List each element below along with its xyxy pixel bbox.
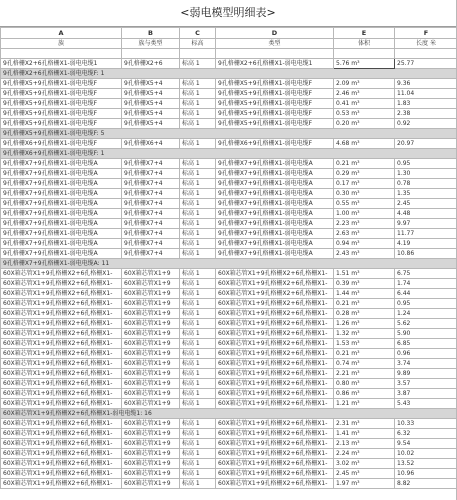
table-row	[1, 229, 457, 239]
cell-volume[interactable]: 0.21 m³	[334, 159, 395, 169]
table-row	[1, 79, 457, 89]
cell-family-type[interactable]: 60X箱芯管X1+9	[122, 379, 180, 389]
cell-type[interactable]: 60X箱芯管X1+9孔格栅X2+6孔格栅X1-	[216, 289, 334, 299]
cell-type[interactable]: 9孔格栅X2+6孔格栅X1-弱电电缆1	[216, 59, 334, 69]
table-row	[1, 449, 457, 459]
table-row	[1, 319, 457, 329]
table-row	[1, 299, 457, 309]
cell-length[interactable]: 9.89	[395, 369, 457, 379]
cell-length[interactable]: 3.57	[395, 379, 457, 389]
cell-level[interactable]: 标高 1	[180, 169, 216, 179]
cell-length[interactable]: 1.83	[395, 99, 457, 109]
column-letter-c[interactable]: C	[180, 28, 216, 39]
table-row	[1, 429, 457, 439]
cell-volume[interactable]: 0.94 m³	[334, 239, 395, 249]
cell-family[interactable]: 60X箱芯管X1+9孔格栅X2+6孔格栅X1-	[1, 469, 122, 479]
cell-level[interactable]: 标高 1	[180, 379, 216, 389]
cell-volume[interactable]: 0.80 m³	[334, 379, 395, 389]
column-letter-d[interactable]: D	[216, 28, 334, 39]
cell-length[interactable]: 2.38	[395, 109, 457, 119]
cell-family-type[interactable]: 9孔格栅X7+4	[122, 199, 180, 209]
cell-type[interactable]: 60X箱芯管X1+9孔格栅X2+6孔格栅X1-	[216, 419, 334, 429]
cell-family[interactable]: 60X箱芯管X1+9孔格栅X2+6孔格栅X1-	[1, 349, 122, 359]
cell-family-type[interactable]: 9孔格栅X7+4	[122, 219, 180, 229]
cell-family[interactable]: 60X箱芯管X1+9孔格栅X2+6孔格栅X1-	[1, 449, 122, 459]
cell-length[interactable]: 2.45	[395, 199, 457, 209]
cell-level[interactable]: 标高 1	[180, 329, 216, 339]
header-volume[interactable]: 体积	[334, 39, 395, 49]
table-row	[1, 139, 457, 149]
cell-family[interactable]: 9孔格栅X5+9孔格栅X1-弱电电缆F	[1, 79, 122, 89]
cell-family[interactable]: 9孔格栅X2+6孔格栅X1-弱电电缆1	[1, 59, 122, 69]
cell-family-type[interactable]: 60X箱芯管X1+9	[122, 459, 180, 469]
cell-level[interactable]: 标高 1	[180, 309, 216, 319]
cell-type[interactable]: 60X箱芯管X1+9孔格栅X2+6孔格栅X1-	[216, 399, 334, 409]
cell-family[interactable]: 9孔格栅X7+9孔格栅X1-弱电电缆A	[1, 199, 122, 209]
cell-family[interactable]: 60X箱芯管X1+9孔格栅X2+6孔格栅X1-	[1, 439, 122, 449]
cell-family-type[interactable]: 60X箱芯管X1+9	[122, 369, 180, 379]
cell-family[interactable]: 9孔格栅X5+9孔格栅X1-弱电电缆F	[1, 99, 122, 109]
cell-family[interactable]: 9孔格栅X7+9孔格栅X1-弱电电缆A	[1, 209, 122, 219]
table-row	[1, 199, 457, 209]
cell-volume[interactable]: 1.32 m³	[334, 329, 395, 339]
cell-length[interactable]: 20.97	[395, 139, 457, 149]
cell-volume[interactable]: 0.39 m³	[334, 279, 395, 289]
column-letter-b[interactable]: B	[122, 28, 180, 39]
cell-length[interactable]: 9.54	[395, 439, 457, 449]
cell-volume[interactable]: 0.17 m³	[334, 179, 395, 189]
cell-family[interactable]: 60X箱芯管X1+9孔格栅X2+6孔格栅X1-	[1, 459, 122, 469]
cell-length[interactable]: 4.48	[395, 209, 457, 219]
cell-family-type[interactable]: 9孔格栅X7+4	[122, 189, 180, 199]
cell-family[interactable]: 9孔格栅X7+9孔格栅X1-弱电电缆A	[1, 229, 122, 239]
cell-type[interactable]: 9孔格栅X7+9孔格栅X1-弱电电缆A	[216, 199, 334, 209]
table-row	[1, 369, 457, 379]
cell-type[interactable]: 60X箱芯管X1+9孔格栅X2+6孔格栅X1-	[216, 449, 334, 459]
cell-volume[interactable]: 1.51 m³	[334, 269, 395, 279]
cell-type[interactable]: 9孔格栅X7+9孔格栅X1-弱电电缆A	[216, 189, 334, 199]
table-row	[1, 419, 457, 429]
group-header-row	[1, 149, 457, 159]
cell-volume[interactable]: 1.53 m³	[334, 339, 395, 349]
cell-volume[interactable]: 2.09 m³	[334, 79, 395, 89]
cell-length[interactable]: 9.36	[395, 79, 457, 89]
table-row	[1, 289, 457, 299]
cell-family-type[interactable]: 9孔格栅X6+4	[122, 139, 180, 149]
cell-length[interactable]: 25.77	[395, 59, 457, 69]
table-row	[1, 439, 457, 449]
table-row	[1, 249, 457, 259]
cell-family[interactable]: 9孔格栅X7+9孔格栅X1-弱电电缆A	[1, 249, 122, 259]
cell-volume[interactable]: 0.29 m³	[334, 169, 395, 179]
cell-family[interactable]: 60X箱芯管X1+9孔格栅X2+6孔格栅X1-	[1, 369, 122, 379]
cell-length[interactable]: 5.43	[395, 399, 457, 409]
cell-family[interactable]: 9孔格栅X5+9孔格栅X1-弱电电缆F	[1, 109, 122, 119]
cell-type[interactable]: 9孔格栅X5+9孔格栅X1-弱电电缆F	[216, 79, 334, 89]
cell-type[interactable]: 60X箱芯管X1+9孔格栅X2+6孔格栅X1-	[216, 379, 334, 389]
group-header-row	[1, 409, 457, 419]
cell-level[interactable]: 标高 1	[180, 239, 216, 249]
table-row	[1, 109, 457, 119]
table-row	[1, 239, 457, 249]
cell-type[interactable]: 60X箱芯管X1+9孔格栅X2+6孔格栅X1-	[216, 479, 334, 489]
table-row	[1, 169, 457, 179]
group-header-row	[1, 259, 457, 269]
cell-family-type[interactable]: 9孔格栅X5+4	[122, 119, 180, 129]
cell-type[interactable]: 60X箱芯管X1+9孔格栅X2+6孔格栅X1-	[216, 429, 334, 439]
cell-volume[interactable]: 2.23 m³	[334, 219, 395, 229]
cell-length[interactable]: 0.92	[395, 119, 457, 129]
cell-family[interactable]: 60X箱芯管X1+9孔格栅X2+6孔格栅X1-	[1, 379, 122, 389]
cell-length[interactable]: 9.97	[395, 219, 457, 229]
cell-level[interactable]: 标高 1	[180, 449, 216, 459]
cell-level[interactable]: 标高 1	[180, 459, 216, 469]
cell-volume[interactable]: 1.00 m³	[334, 209, 395, 219]
cell-length[interactable]: 1.24	[395, 309, 457, 319]
group-label[interactable]: 9孔格栅X2+6孔格栅X1-弱电电缆F: 1	[1, 69, 457, 79]
table-row	[1, 89, 457, 99]
cell-level[interactable]: 标高 1	[180, 99, 216, 109]
cell-family-type[interactable]: 9孔格栅X7+4	[122, 229, 180, 239]
cell-level[interactable]: 标高 1	[180, 219, 216, 229]
cell-type[interactable]: 60X箱芯管X1+9孔格栅X2+6孔格栅X1-	[216, 389, 334, 399]
table-row	[1, 479, 457, 489]
cell-family-type[interactable]: 9孔格栅X5+4	[122, 109, 180, 119]
cell-family-type[interactable]: 9孔格栅X7+4	[122, 179, 180, 189]
cell-length[interactable]: 6.44	[395, 289, 457, 299]
cell-volume[interactable]: 2.46 m³	[334, 89, 395, 99]
cell-volume[interactable]: 1.41 m³	[334, 429, 395, 439]
column-letter-f[interactable]: F	[395, 28, 457, 39]
cell-length[interactable]: 0.78	[395, 179, 457, 189]
cell-volume[interactable]: 2.21 m³	[334, 369, 395, 379]
cell-family-type[interactable]: 9孔格栅X5+4	[122, 89, 180, 99]
cell-family[interactable]: 60X箱芯管X1+9孔格栅X2+6孔格栅X1-	[1, 309, 122, 319]
cell-type[interactable]: 9孔格栅X7+9孔格栅X1-弱电电缆A	[216, 219, 334, 229]
table-row	[1, 379, 457, 389]
cell-family[interactable]: 9孔格栅X7+9孔格栅X1-弱电电缆A	[1, 159, 122, 169]
cell-family-type[interactable]: 60X箱芯管X1+9	[122, 429, 180, 439]
cell-family-type[interactable]: 60X箱芯管X1+9	[122, 469, 180, 479]
cell-level[interactable]: 标高 1	[180, 469, 216, 479]
cell-type[interactable]: 9孔格栅X5+9孔格栅X1-弱电电缆F	[216, 89, 334, 99]
cell-volume[interactable]: 0.74 m³	[334, 359, 395, 369]
cell-family-type[interactable]: 60X箱芯管X1+9	[122, 309, 180, 319]
cell-length[interactable]: 4.19	[395, 239, 457, 249]
table-row	[1, 459, 457, 469]
table-row	[1, 99, 457, 109]
table-row	[1, 329, 457, 339]
cell-type[interactable]: 60X箱芯管X1+9孔格栅X2+6孔格栅X1-	[216, 279, 334, 289]
cell-family[interactable]: 9孔格栅X7+9孔格栅X1-弱电电缆A	[1, 239, 122, 249]
cell-volume[interactable]: 4.68 m³	[334, 139, 395, 149]
cell-type[interactable]: 9孔格栅X6+9孔格栅X1-弱电电缆F	[216, 139, 334, 149]
cell-type[interactable]: 9孔格栅X5+9孔格栅X1-弱电电缆F	[216, 99, 334, 109]
cell-type[interactable]: 60X箱芯管X1+9孔格栅X2+6孔格栅X1-	[216, 339, 334, 349]
schedule-title: <弱电模型明细表>	[0, 0, 456, 27]
column-letter-a[interactable]: A	[1, 28, 122, 39]
blank-row	[1, 49, 457, 59]
cell-volume[interactable]: 0.21 m³	[334, 349, 395, 359]
cell-level[interactable]: 标高 1	[180, 389, 216, 399]
header-family[interactable]: 族	[1, 39, 122, 49]
cell-volume[interactable]: 1.26 m³	[334, 319, 395, 329]
column-letter-e[interactable]: E	[334, 28, 395, 39]
cell-level[interactable]: 标高 1	[180, 419, 216, 429]
cell-type[interactable]: 60X箱芯管X1+9孔格栅X2+6孔格栅X1-	[216, 299, 334, 309]
cell-level[interactable]: 标高 1	[180, 189, 216, 199]
cell-family[interactable]: 60X箱芯管X1+9孔格栅X2+6孔格栅X1-	[1, 269, 122, 279]
table-row	[1, 339, 457, 349]
cell-level[interactable]: 标高 1	[180, 159, 216, 169]
table-row	[1, 399, 457, 409]
cell-type[interactable]: 9孔格栅X7+9孔格栅X1-弱电电缆A	[216, 249, 334, 259]
cell-family-type[interactable]: 9孔格栅X7+4	[122, 209, 180, 219]
cell-length[interactable]: 11.77	[395, 229, 457, 239]
cell-level[interactable]: 标高 1	[180, 339, 216, 349]
cell-type[interactable]: 60X箱芯管X1+9孔格栅X2+6孔格栅X1-	[216, 359, 334, 369]
table-row	[1, 389, 457, 399]
cell-length[interactable]: 3.87	[395, 389, 457, 399]
table-row	[1, 59, 457, 69]
table-row	[1, 269, 457, 279]
group-label[interactable]: 9孔格栅X6+9孔格栅X1-弱电电缆F: 1	[1, 149, 457, 159]
cell-family-type[interactable]: 60X箱芯管X1+9	[122, 329, 180, 339]
cell-level[interactable]: 标高 1	[180, 59, 216, 69]
cell-family-type[interactable]: 60X箱芯管X1+9	[122, 439, 180, 449]
cell-family-type[interactable]: 60X箱芯管X1+9	[122, 269, 180, 279]
cell-length[interactable]: 6.32	[395, 429, 457, 439]
cell-type[interactable]: 9孔格栅X7+9孔格栅X1-弱电电缆A	[216, 229, 334, 239]
cell-length[interactable]: 10.86	[395, 249, 457, 259]
cell-level[interactable]: 标高 1	[180, 299, 216, 309]
cell-level[interactable]: 标高 1	[180, 119, 216, 129]
cell-type[interactable]: 60X箱芯管X1+9孔格栅X2+6孔格栅X1-	[216, 329, 334, 339]
cell-length[interactable]: 3.74	[395, 359, 457, 369]
cell-length[interactable]: 6.85	[395, 339, 457, 349]
cell-volume[interactable]: 2.43 m³	[334, 249, 395, 259]
cell-family[interactable]	[1, 49, 122, 59]
cell-volume[interactable]: 0.86 m³	[334, 389, 395, 399]
cell-type[interactable]: 9孔格栅X5+9孔格栅X1-弱电电缆F	[216, 119, 334, 129]
cell-family[interactable]: 60X箱芯管X1+9孔格栅X2+6孔格栅X1-	[1, 389, 122, 399]
cell-level[interactable]: 标高 1	[180, 319, 216, 329]
cell-length[interactable]: 1.30	[395, 169, 457, 179]
cell-type[interactable]: 60X箱芯管X1+9孔格栅X2+6孔格栅X1-	[216, 309, 334, 319]
group-label[interactable]: 9孔格栅X7+9孔格栅X1-弱电电缆A: 11	[1, 259, 457, 269]
cell-level[interactable]: 标高 1	[180, 79, 216, 89]
cell-type[interactable]: 9孔格栅X7+9孔格栅X1-弱电电缆A	[216, 239, 334, 249]
column-letter-row	[1, 28, 457, 39]
cell-type[interactable]: 60X箱芯管X1+9孔格栅X2+6孔格栅X1-	[216, 459, 334, 469]
cell-length[interactable]: 5.62	[395, 319, 457, 329]
cell-family-type[interactable]	[122, 49, 180, 59]
cell-family[interactable]: 60X箱芯管X1+9孔格栅X2+6孔格栅X1-	[1, 429, 122, 439]
cell-level[interactable]: 标高 1	[180, 209, 216, 219]
cell-level[interactable]: 标高 1	[180, 249, 216, 259]
cell-family[interactable]: 60X箱芯管X1+9孔格栅X2+6孔格栅X1-	[1, 419, 122, 429]
cell-length[interactable]: 8.82	[395, 479, 457, 489]
cell-level[interactable]: 标高 1	[180, 139, 216, 149]
cell-level[interactable]: 标高 1	[180, 399, 216, 409]
group-label[interactable]: 60X箱芯管X1+9孔格栅X2+6孔格栅X1-弱电电缆1: 16	[1, 409, 457, 419]
cell-family-type[interactable]: 9孔格栅X7+4	[122, 249, 180, 259]
cell-length[interactable]: 1.35	[395, 189, 457, 199]
cell-type[interactable]: 9孔格栅X7+9孔格栅X1-弱电电缆A	[216, 209, 334, 219]
header-family-and-type[interactable]: 族与类型	[122, 39, 180, 49]
cell-volume[interactable]: 1.44 m³	[334, 289, 395, 299]
cell-family[interactable]: 60X箱芯管X1+9孔格栅X2+6孔格栅X1-	[1, 319, 122, 329]
cell-length[interactable]: 0.95	[395, 159, 457, 169]
cell-family[interactable]: 9孔格栅X7+9孔格栅X1-弱电电缆A	[1, 169, 122, 179]
cell-length[interactable]: 1.74	[395, 279, 457, 289]
cell-level[interactable]: 标高 1	[180, 229, 216, 239]
table-row	[1, 159, 457, 169]
table-row	[1, 279, 457, 289]
cell-level[interactable]: 标高 1	[180, 109, 216, 119]
table-row	[1, 179, 457, 189]
group-label[interactable]: 9孔格栅X5+9孔格栅X1-弱电电缆F: 5	[1, 129, 457, 139]
cell-family-type[interactable]: 60X箱芯管X1+9	[122, 339, 180, 349]
cell-volume[interactable]	[334, 49, 395, 59]
table-row	[1, 219, 457, 229]
cell-length[interactable]: 10.02	[395, 449, 457, 459]
cell-volume[interactable]: 2.24 m³	[334, 449, 395, 459]
cell-length[interactable]: 5.90	[395, 329, 457, 339]
cell-volume[interactable]: 0.41 m³	[334, 99, 395, 109]
header-type[interactable]: 类型	[216, 39, 334, 49]
cell-type[interactable]: 9孔格栅X5+9孔格栅X1-弱电电缆F	[216, 109, 334, 119]
cell-family-type[interactable]: 60X箱芯管X1+9	[122, 449, 180, 459]
schedule-table	[0, 27, 457, 489]
cell-family[interactable]: 9孔格栅X7+9孔格栅X1-弱电电缆A	[1, 219, 122, 229]
cell-family-type[interactable]: 60X箱芯管X1+9	[122, 359, 180, 369]
table-row	[1, 469, 457, 479]
cell-family[interactable]: 9孔格栅X6+9孔格栅X1-弱电电缆F	[1, 139, 122, 149]
cell-type[interactable]: 60X箱芯管X1+9孔格栅X2+6孔格栅X1-	[216, 269, 334, 279]
cell-volume[interactable]: 5.76 m³	[334, 59, 395, 69]
header-length[interactable]: 长度 米	[395, 39, 457, 49]
cell-type[interactable]	[216, 49, 334, 59]
cell-type[interactable]: 60X箱芯管X1+9孔格栅X2+6孔格栅X1-	[216, 469, 334, 479]
cell-type[interactable]: 60X箱芯管X1+9孔格栅X2+6孔格栅X1-	[216, 319, 334, 329]
cell-family-type[interactable]: 60X箱芯管X1+9	[122, 419, 180, 429]
cell-family-type[interactable]: 60X箱芯管X1+9	[122, 279, 180, 289]
cell-level[interactable]: 标高 1	[180, 179, 216, 189]
cell-length[interactable]	[395, 49, 457, 59]
cell-family-type[interactable]: 60X箱芯管X1+9	[122, 399, 180, 409]
cell-type[interactable]: 60X箱芯管X1+9孔格栅X2+6孔格栅X1-	[216, 349, 334, 359]
cell-family-type[interactable]: 9孔格栅X2+6	[122, 59, 180, 69]
cell-family[interactable]: 9孔格栅X7+9孔格栅X1-弱电电缆A	[1, 179, 122, 189]
cell-type[interactable]: 9孔格栅X7+9孔格栅X1-弱电电缆A	[216, 159, 334, 169]
cell-level[interactable]: 标高 1	[180, 279, 216, 289]
cell-level[interactable]: 标高 1	[180, 269, 216, 279]
cell-level[interactable]: 标高 1	[180, 439, 216, 449]
cell-level[interactable]: 标高 1	[180, 199, 216, 209]
cell-length[interactable]: 6.75	[395, 269, 457, 279]
cell-volume[interactable]: 2.45 m³	[334, 469, 395, 479]
cell-family-type[interactable]: 60X箱芯管X1+9	[122, 319, 180, 329]
cell-family[interactable]: 60X箱芯管X1+9孔格栅X2+6孔格栅X1-	[1, 399, 122, 409]
cell-family[interactable]: 60X箱芯管X1+9孔格栅X2+6孔格栅X1-	[1, 289, 122, 299]
cell-volume[interactable]: 0.53 m³	[334, 109, 395, 119]
table-row	[1, 209, 457, 219]
cell-volume[interactable]: 0.28 m³	[334, 309, 395, 319]
cell-volume[interactable]: 3.02 m³	[334, 459, 395, 469]
cell-volume[interactable]: 0.55 m³	[334, 199, 395, 209]
table-row	[1, 309, 457, 319]
cell-type[interactable]: 60X箱芯管X1+9孔格栅X2+6孔格栅X1-	[216, 369, 334, 379]
table-row	[1, 359, 457, 369]
cell-family-type[interactable]: 60X箱芯管X1+9	[122, 289, 180, 299]
cell-volume[interactable]: 0.21 m³	[334, 299, 395, 309]
cell-level[interactable]	[180, 49, 216, 59]
table-row	[1, 119, 457, 129]
column-header-row	[1, 39, 457, 49]
cell-family-type[interactable]: 60X箱芯管X1+9	[122, 349, 180, 359]
cell-length[interactable]: 10.96	[395, 469, 457, 479]
cell-volume[interactable]: 2.31 m³	[334, 419, 395, 429]
cell-level[interactable]: 标高 1	[180, 359, 216, 369]
cell-length[interactable]: 10.33	[395, 419, 457, 429]
cell-family-type[interactable]: 9孔格栅X7+4	[122, 239, 180, 249]
cell-level[interactable]: 标高 1	[180, 479, 216, 489]
cell-level[interactable]: 标高 1	[180, 89, 216, 99]
cell-family[interactable]: 60X箱芯管X1+9孔格栅X2+6孔格栅X1-	[1, 479, 122, 489]
cell-volume[interactable]: 0.20 m³	[334, 119, 395, 129]
header-level[interactable]: 标高	[180, 39, 216, 49]
cell-family-type[interactable]: 9孔格栅X5+4	[122, 79, 180, 89]
cell-family[interactable]: 60X箱芯管X1+9孔格栅X2+6孔格栅X1-	[1, 359, 122, 369]
cell-volume[interactable]: 1.97 m³	[334, 479, 395, 489]
table-row	[1, 189, 457, 199]
cell-family[interactable]: 9孔格栅X5+9孔格栅X1-弱电电缆F	[1, 89, 122, 99]
cell-length[interactable]: 0.95	[395, 299, 457, 309]
cell-volume[interactable]: 1.21 m³	[334, 399, 395, 409]
cell-type[interactable]: 9孔格栅X7+9孔格栅X1-弱电电缆A	[216, 169, 334, 179]
table-row	[1, 349, 457, 359]
cell-family-type[interactable]: 9孔格栅X7+4	[122, 159, 180, 169]
cell-family-type[interactable]: 9孔格栅X5+4	[122, 99, 180, 109]
cell-length[interactable]: 13.52	[395, 459, 457, 469]
cell-level[interactable]: 标高 1	[180, 289, 216, 299]
cell-family[interactable]: 9孔格栅X7+9孔格栅X1-弱电电缆A	[1, 189, 122, 199]
cell-level[interactable]: 标高 1	[180, 369, 216, 379]
group-header-row	[1, 69, 457, 79]
cell-family[interactable]: 9孔格栅X5+9孔格栅X1-弱电电缆F	[1, 119, 122, 129]
cell-family[interactable]: 60X箱芯管X1+9孔格栅X2+6孔格栅X1-	[1, 339, 122, 349]
cell-volume[interactable]: 0.30 m³	[334, 189, 395, 199]
cell-family-type[interactable]: 60X箱芯管X1+9	[122, 299, 180, 309]
cell-family-type[interactable]: 9孔格栅X7+4	[122, 169, 180, 179]
group-header-row	[1, 129, 457, 139]
cell-volume[interactable]: 2.63 m³	[334, 229, 395, 239]
cell-family-type[interactable]: 60X箱芯管X1+9	[122, 389, 180, 399]
cell-family[interactable]: 60X箱芯管X1+9孔格栅X2+6孔格栅X1-	[1, 299, 122, 309]
cell-type[interactable]: 60X箱芯管X1+9孔格栅X2+6孔格栅X1-	[216, 439, 334, 449]
cell-family-type[interactable]: 60X箱芯管X1+9	[122, 479, 180, 489]
cell-level[interactable]: 标高 1	[180, 429, 216, 439]
cell-length[interactable]: 0.96	[395, 349, 457, 359]
cell-family[interactable]: 60X箱芯管X1+9孔格栅X2+6孔格栅X1-	[1, 279, 122, 289]
cell-type[interactable]: 9孔格栅X7+9孔格栅X1-弱电电缆A	[216, 179, 334, 189]
cell-volume[interactable]: 2.13 m³	[334, 439, 395, 449]
cell-level[interactable]: 标高 1	[180, 349, 216, 359]
cell-family[interactable]: 60X箱芯管X1+9孔格栅X2+6孔格栅X1-	[1, 329, 122, 339]
cell-length[interactable]: 11.04	[395, 89, 457, 99]
